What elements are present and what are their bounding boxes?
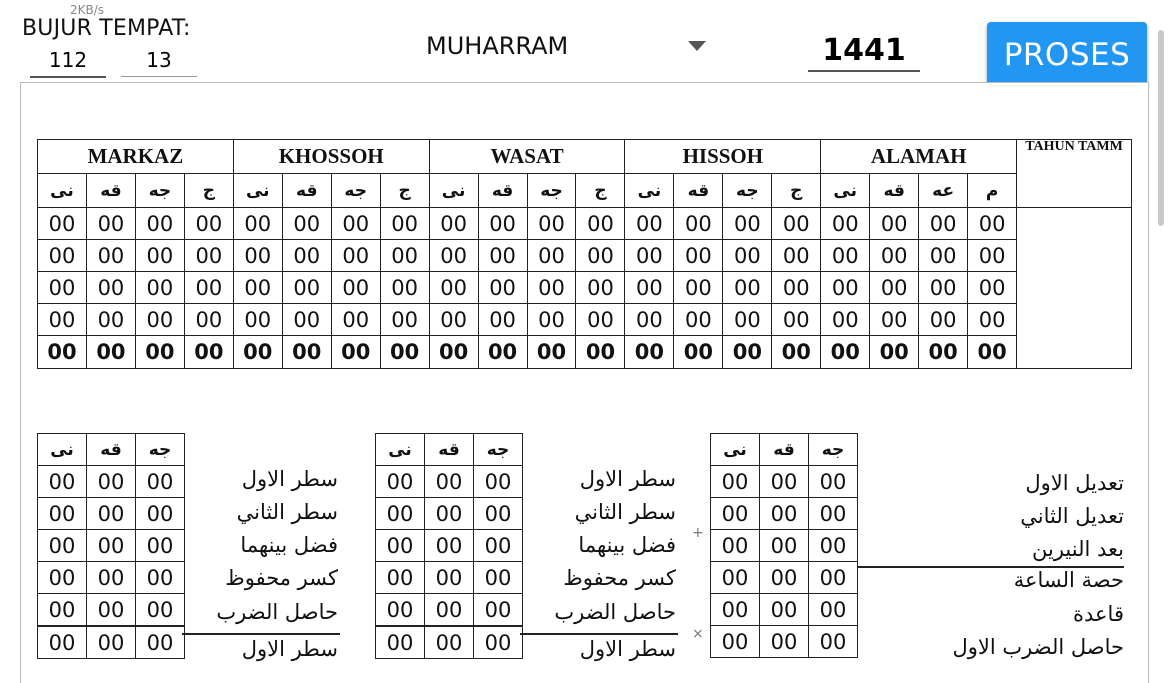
value-cell: 00 bbox=[376, 562, 425, 594]
value-cell: 00 bbox=[376, 498, 425, 530]
value-cell: 00 bbox=[870, 272, 919, 304]
row-label: فضل بينهما bbox=[578, 533, 676, 557]
value-cell: 00 bbox=[478, 336, 527, 369]
value-cell: 00 bbox=[425, 626, 474, 659]
table-row bbox=[38, 304, 1132, 336]
scrollbar[interactable] bbox=[1158, 30, 1164, 226]
value-cell: 00 bbox=[870, 304, 919, 336]
column-subheader: نى bbox=[711, 434, 760, 466]
value-cell: 00 bbox=[821, 336, 870, 369]
value-cell: 00 bbox=[760, 626, 809, 658]
value-cell: 00 bbox=[474, 594, 523, 627]
section-header: HISSOH bbox=[625, 140, 821, 174]
times-icon: × bbox=[692, 626, 704, 642]
section-header-row bbox=[38, 140, 1132, 174]
value-cell: 00 bbox=[527, 240, 576, 272]
row-label: حاصل الضرب bbox=[216, 600, 338, 624]
value-cell: 00 bbox=[184, 240, 233, 272]
table-row bbox=[711, 626, 858, 658]
value-cell: 00 bbox=[376, 466, 425, 498]
longitude-degrees-input[interactable] bbox=[30, 44, 106, 78]
value-cell: 00 bbox=[136, 594, 185, 627]
table-row bbox=[376, 530, 523, 562]
column-subheader: جه bbox=[136, 434, 185, 466]
middle-labels-rule bbox=[520, 633, 678, 635]
value-cell: 00 bbox=[376, 626, 425, 659]
value-cell: 00 bbox=[282, 304, 331, 336]
value-cell: 00 bbox=[136, 530, 185, 562]
column-subheader: قه bbox=[282, 174, 331, 208]
location-label: BUJUR TEMPAT: bbox=[22, 16, 191, 41]
value-cell: 00 bbox=[136, 498, 185, 530]
table-row bbox=[38, 466, 185, 498]
row-label: فضل بينهما bbox=[240, 533, 338, 557]
value-cell: 00 bbox=[184, 208, 233, 240]
subheader-row bbox=[38, 434, 185, 466]
table-row bbox=[711, 562, 858, 594]
value-cell: 00 bbox=[38, 530, 87, 562]
row-label: قاعدة bbox=[1073, 602, 1124, 626]
value-cell: 00 bbox=[429, 304, 478, 336]
table-row bbox=[711, 530, 858, 562]
value-cell: 00 bbox=[87, 562, 136, 594]
column-subheader: قه bbox=[86, 174, 135, 208]
table-row bbox=[38, 626, 185, 659]
network-speed-indicator: 2KB/s bbox=[70, 3, 105, 17]
value-cell: 00 bbox=[919, 272, 968, 304]
value-cell: 00 bbox=[38, 272, 87, 304]
column-subheader: قه bbox=[760, 434, 809, 466]
column-subheader: م bbox=[968, 174, 1017, 208]
value-cell: 00 bbox=[429, 208, 478, 240]
row-label: تعديل الثاني bbox=[1020, 504, 1124, 528]
value-cell: 00 bbox=[760, 594, 809, 626]
value-cell: 00 bbox=[576, 272, 625, 304]
row-label: تعديل الاول bbox=[1025, 471, 1124, 495]
row-label: بعد النيرين bbox=[1032, 537, 1124, 561]
column-subheader: جه bbox=[809, 434, 858, 466]
row-label: حاصل الضرب bbox=[554, 600, 676, 624]
value-cell: 00 bbox=[233, 208, 282, 240]
value-cell: 00 bbox=[425, 594, 474, 627]
value-cell: 00 bbox=[87, 626, 136, 659]
table-row bbox=[376, 626, 523, 659]
value-cell: 00 bbox=[38, 466, 87, 498]
value-cell: 00 bbox=[625, 240, 674, 272]
value-cell: 00 bbox=[38, 626, 87, 659]
value-cell: 00 bbox=[87, 498, 136, 530]
section-header: ALAMAH bbox=[821, 140, 1017, 174]
value-cell: 00 bbox=[184, 304, 233, 336]
value-cell: 00 bbox=[711, 466, 760, 498]
value-cell: 00 bbox=[38, 498, 87, 530]
value-cell: 00 bbox=[86, 208, 135, 240]
value-cell: 00 bbox=[38, 240, 87, 272]
value-cell: 00 bbox=[233, 336, 282, 369]
value-cell: 00 bbox=[282, 208, 331, 240]
value-cell: 00 bbox=[474, 626, 523, 659]
value-cell: 00 bbox=[184, 336, 233, 369]
calc-table-left bbox=[37, 433, 185, 659]
column-subheader: نى bbox=[821, 174, 870, 208]
value-cell: 00 bbox=[919, 336, 968, 369]
value-cell: 00 bbox=[625, 272, 674, 304]
column-subheader: جه bbox=[474, 434, 523, 466]
main-calculation-table bbox=[37, 139, 1132, 369]
value-cell: 00 bbox=[527, 304, 576, 336]
value-cell: 00 bbox=[233, 272, 282, 304]
value-cell: 00 bbox=[135, 208, 184, 240]
column-subheader: نى bbox=[376, 434, 425, 466]
value-cell: 00 bbox=[380, 336, 429, 369]
dropdown-arrow-icon bbox=[688, 41, 706, 51]
row-label: حصة الساعة bbox=[1013, 568, 1124, 592]
value-cell: 00 bbox=[38, 304, 87, 336]
value-cell: 00 bbox=[331, 208, 380, 240]
value-cell: 00 bbox=[425, 562, 474, 594]
value-cell: 00 bbox=[233, 304, 282, 336]
section-header: KHOSSOH bbox=[233, 140, 429, 174]
value-cell: 00 bbox=[282, 272, 331, 304]
value-cell: 00 bbox=[711, 562, 760, 594]
tahun-tamm-cell bbox=[1017, 208, 1132, 240]
value-cell: 00 bbox=[625, 304, 674, 336]
value-cell: 00 bbox=[772, 240, 821, 272]
row-label: سطر الاول bbox=[579, 467, 676, 491]
value-cell: 00 bbox=[772, 304, 821, 336]
value-cell: 00 bbox=[674, 208, 723, 240]
tahun-tamm-cell bbox=[1017, 336, 1132, 369]
table-row bbox=[711, 466, 858, 498]
value-cell: 00 bbox=[380, 208, 429, 240]
value-cell: 00 bbox=[723, 272, 772, 304]
year-input[interactable] bbox=[808, 30, 920, 72]
value-cell: 00 bbox=[674, 304, 723, 336]
value-cell: 00 bbox=[86, 240, 135, 272]
value-cell: 00 bbox=[86, 304, 135, 336]
value-cell: 00 bbox=[760, 466, 809, 498]
value-cell: 00 bbox=[282, 336, 331, 369]
value-cell: 00 bbox=[576, 304, 625, 336]
value-cell: 00 bbox=[425, 498, 474, 530]
value-cell: 00 bbox=[233, 240, 282, 272]
value-cell: 00 bbox=[711, 594, 760, 626]
value-cell: 00 bbox=[809, 498, 858, 530]
value-cell: 00 bbox=[38, 562, 87, 594]
value-cell: 00 bbox=[809, 594, 858, 626]
value-cell: 00 bbox=[425, 530, 474, 562]
row-label: سطر الاول bbox=[241, 467, 338, 491]
value-cell: 00 bbox=[527, 336, 576, 369]
row-label: كسر محفوظ bbox=[563, 566, 676, 590]
value-cell: 00 bbox=[184, 272, 233, 304]
table-row bbox=[376, 498, 523, 530]
value-cell: 00 bbox=[968, 336, 1017, 369]
value-cell: 00 bbox=[711, 530, 760, 562]
value-cell: 00 bbox=[674, 336, 723, 369]
value-cell: 00 bbox=[821, 272, 870, 304]
value-cell: 00 bbox=[968, 240, 1017, 272]
row-label: سطر الاول bbox=[579, 637, 676, 661]
tahun-tamm-header: TAHUN TAMM bbox=[1017, 140, 1132, 208]
longitude-minutes-input[interactable] bbox=[121, 44, 197, 77]
value-cell: 00 bbox=[474, 530, 523, 562]
value-cell: 00 bbox=[919, 240, 968, 272]
value-cell: 00 bbox=[87, 594, 136, 627]
value-cell: 00 bbox=[772, 272, 821, 304]
value-cell: 00 bbox=[38, 208, 87, 240]
column-subheader: ج bbox=[184, 174, 233, 208]
column-subheader: قه bbox=[425, 434, 474, 466]
value-cell: 00 bbox=[625, 336, 674, 369]
column-subheader: ج bbox=[380, 174, 429, 208]
value-cell: 00 bbox=[809, 466, 858, 498]
value-cell: 00 bbox=[821, 304, 870, 336]
value-cell: 00 bbox=[723, 304, 772, 336]
month-value: MUHARRAM bbox=[426, 32, 569, 60]
column-subheader: عه bbox=[919, 174, 968, 208]
value-cell: 00 bbox=[331, 272, 380, 304]
subheader-row bbox=[38, 174, 1132, 208]
value-cell: 00 bbox=[376, 530, 425, 562]
column-subheader: نى bbox=[233, 174, 282, 208]
value-cell: 00 bbox=[723, 336, 772, 369]
value-cell: 00 bbox=[38, 336, 87, 369]
value-cell: 00 bbox=[760, 498, 809, 530]
column-subheader: نى bbox=[429, 174, 478, 208]
column-subheader: ج bbox=[772, 174, 821, 208]
value-cell: 00 bbox=[711, 498, 760, 530]
proses-button[interactable]: PROSES bbox=[987, 22, 1147, 88]
table-row bbox=[38, 208, 1132, 240]
value-cell: 00 bbox=[809, 530, 858, 562]
subheader-row bbox=[711, 434, 858, 466]
value-cell: 00 bbox=[136, 626, 185, 659]
value-cell: 00 bbox=[474, 562, 523, 594]
column-subheader: قه bbox=[674, 174, 723, 208]
row-label: سطر الثاني bbox=[574, 500, 676, 524]
column-subheader: ج bbox=[576, 174, 625, 208]
value-cell: 00 bbox=[474, 466, 523, 498]
value-cell: 00 bbox=[425, 466, 474, 498]
column-subheader: نى bbox=[625, 174, 674, 208]
value-cell: 00 bbox=[968, 272, 1017, 304]
value-cell: 00 bbox=[478, 304, 527, 336]
table-row bbox=[376, 466, 523, 498]
column-subheader: جه bbox=[723, 174, 772, 208]
value-cell: 00 bbox=[723, 208, 772, 240]
table-row bbox=[376, 594, 523, 627]
value-cell: 00 bbox=[919, 304, 968, 336]
value-cell: 00 bbox=[135, 240, 184, 272]
value-cell: 00 bbox=[380, 240, 429, 272]
section-header: MARKAZ bbox=[38, 140, 234, 174]
left-labels-rule bbox=[182, 633, 340, 635]
value-cell: 00 bbox=[760, 562, 809, 594]
tahun-tamm-cell bbox=[1017, 240, 1132, 272]
subheader-row bbox=[376, 434, 523, 466]
column-subheader: نى bbox=[38, 174, 87, 208]
value-cell: 00 bbox=[135, 304, 184, 336]
value-cell: 00 bbox=[527, 272, 576, 304]
value-cell: 00 bbox=[919, 208, 968, 240]
value-cell: 00 bbox=[870, 208, 919, 240]
value-cell: 00 bbox=[821, 240, 870, 272]
table-row bbox=[38, 240, 1132, 272]
month-select[interactable] bbox=[420, 28, 716, 64]
value-cell: 00 bbox=[576, 208, 625, 240]
row-label: كسر محفوظ bbox=[225, 566, 338, 590]
value-cell: 00 bbox=[38, 594, 87, 627]
value-cell: 00 bbox=[87, 466, 136, 498]
value-cell: 00 bbox=[674, 240, 723, 272]
value-cell: 00 bbox=[576, 240, 625, 272]
column-subheader: جه bbox=[331, 174, 380, 208]
value-cell: 00 bbox=[380, 272, 429, 304]
value-cell: 00 bbox=[429, 240, 478, 272]
value-cell: 00 bbox=[331, 304, 380, 336]
value-cell: 00 bbox=[809, 562, 858, 594]
column-subheader: نى bbox=[38, 434, 87, 466]
value-cell: 00 bbox=[429, 272, 478, 304]
value-cell: 00 bbox=[136, 466, 185, 498]
table-row bbox=[711, 498, 858, 530]
table-row bbox=[38, 336, 1132, 369]
row-label: حاصل الضرب الاول bbox=[952, 635, 1124, 659]
value-cell: 00 bbox=[478, 240, 527, 272]
value-cell: 00 bbox=[478, 208, 527, 240]
value-cell: 00 bbox=[331, 240, 380, 272]
value-cell: 00 bbox=[136, 562, 185, 594]
table-row bbox=[38, 530, 185, 562]
value-cell: 00 bbox=[821, 208, 870, 240]
table-row bbox=[38, 594, 185, 627]
value-cell: 00 bbox=[429, 336, 478, 369]
value-cell: 00 bbox=[968, 208, 1017, 240]
value-cell: 00 bbox=[809, 626, 858, 658]
column-subheader: جه bbox=[527, 174, 576, 208]
value-cell: 00 bbox=[380, 304, 429, 336]
value-cell: 00 bbox=[576, 336, 625, 369]
plus-icon: + bbox=[692, 525, 704, 541]
column-subheader: جه bbox=[135, 174, 184, 208]
value-cell: 00 bbox=[282, 240, 331, 272]
table-row bbox=[38, 272, 1132, 304]
row-label: سطر الثاني bbox=[236, 500, 338, 524]
value-cell: 00 bbox=[527, 208, 576, 240]
value-cell: 00 bbox=[86, 336, 135, 369]
value-cell: 00 bbox=[331, 336, 380, 369]
row-label: سطر الاول bbox=[241, 637, 338, 661]
value-cell: 00 bbox=[135, 336, 184, 369]
value-cell: 00 bbox=[723, 240, 772, 272]
column-subheader: قه bbox=[87, 434, 136, 466]
section-header: WASAT bbox=[429, 140, 625, 174]
value-cell: 00 bbox=[760, 530, 809, 562]
calc-table-middle bbox=[375, 433, 523, 659]
value-cell: 00 bbox=[772, 208, 821, 240]
value-cell: 00 bbox=[478, 272, 527, 304]
value-cell: 00 bbox=[474, 498, 523, 530]
column-subheader: قه bbox=[478, 174, 527, 208]
value-cell: 00 bbox=[376, 594, 425, 627]
value-cell: 00 bbox=[772, 336, 821, 369]
value-cell: 00 bbox=[711, 626, 760, 658]
value-cell: 00 bbox=[86, 272, 135, 304]
value-cell: 00 bbox=[87, 530, 136, 562]
value-cell: 00 bbox=[870, 240, 919, 272]
value-cell: 00 bbox=[870, 336, 919, 369]
value-cell: 00 bbox=[968, 304, 1017, 336]
value-cell: 00 bbox=[674, 272, 723, 304]
calc-table-right bbox=[710, 433, 858, 658]
table-row bbox=[711, 594, 858, 626]
value-cell: 00 bbox=[625, 208, 674, 240]
column-subheader: قه bbox=[870, 174, 919, 208]
tahun-tamm-cell bbox=[1017, 304, 1132, 336]
table-row bbox=[38, 498, 185, 530]
table-row bbox=[376, 562, 523, 594]
table-row bbox=[38, 562, 185, 594]
tahun-tamm-cell bbox=[1017, 272, 1132, 304]
value-cell: 00 bbox=[135, 272, 184, 304]
